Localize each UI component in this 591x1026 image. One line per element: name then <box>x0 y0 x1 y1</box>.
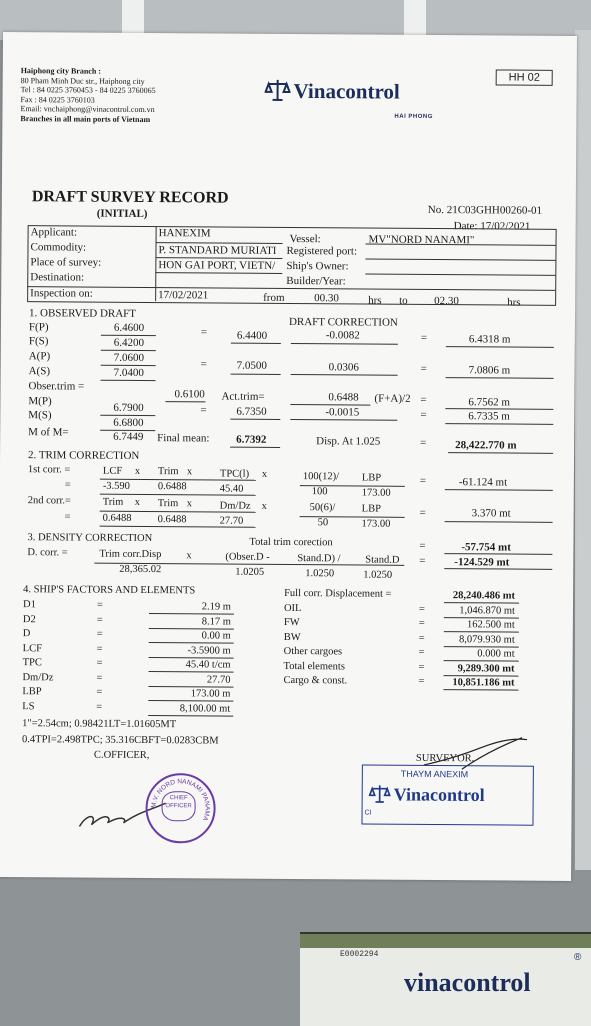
document-title: DRAFT SURVEY RECORD <box>31 188 229 207</box>
hrs-label: hrs <box>507 296 521 309</box>
hrs-label: hrs <box>368 294 382 307</box>
element-label: Total elements <box>283 660 345 672</box>
fp-label: F(P) <box>28 321 49 334</box>
a-correction: 0.0306 <box>328 361 359 374</box>
equals: = <box>420 408 427 421</box>
tpc-header: TPC(l) <box>219 468 250 480</box>
m-corrected: 6.7335 m <box>468 410 510 423</box>
lbp-header: LBP <box>361 503 381 515</box>
trim-value: 0.6488 <box>157 481 187 493</box>
underline <box>148 715 233 717</box>
factor-label: TPC <box>22 657 42 669</box>
element-label: FW <box>283 616 300 629</box>
form-code: HH 02 <box>496 69 553 85</box>
times-sign: x <box>261 500 267 512</box>
observed-trim-value: 0.6100 <box>174 388 205 401</box>
underline <box>149 613 234 615</box>
vinacontrol-card <box>300 932 591 1026</box>
equals: = <box>96 614 103 626</box>
final-mean-value: 6.7392 <box>236 433 267 446</box>
displacement-value: 28,422.770 m <box>455 439 517 452</box>
equals: = <box>418 675 425 687</box>
dmdz-value: 27.70 <box>219 515 244 527</box>
underline <box>444 660 519 662</box>
density-correction-value: -124.529 mt <box>454 556 510 569</box>
factor-value: 173.00 m <box>190 688 231 700</box>
equals: = <box>419 539 426 552</box>
mean-of-means-value: 6.7449 <box>113 430 144 443</box>
times-sign: x <box>186 466 193 478</box>
divisor-50: 50 <box>317 517 329 529</box>
factor-value: 45.40 t/cm <box>185 659 231 671</box>
to-label: to <box>399 294 408 307</box>
equals: = <box>420 393 427 406</box>
standard-density-label: Stand.D <box>365 554 400 566</box>
element-value: 28,240.486 mt <box>452 590 516 602</box>
equals: = <box>96 686 103 698</box>
actual-trim-label: Act.trim= <box>221 390 265 403</box>
record-date: Date: 17/02/2021 <box>453 220 531 233</box>
factor-label: LBP <box>22 686 42 698</box>
stamp-logo: Vinacontrol <box>369 784 485 810</box>
equals: = <box>420 331 428 344</box>
place-label: Place of survey: <box>30 256 102 269</box>
a-mean: 7.0500 <box>236 359 267 372</box>
element-label: BW <box>283 631 301 643</box>
f-corrected: 6.4318 m <box>468 333 511 346</box>
background-edge <box>575 30 591 870</box>
times-sign: x <box>186 550 192 562</box>
trim-corr-disp-value: 28,365.02 <box>119 563 162 576</box>
element-value: 9,289.300 mt <box>457 662 515 675</box>
card-serial: E0002294 <box>340 950 379 959</box>
background-clip <box>404 0 426 36</box>
factor-value: 2.19 m <box>201 601 232 613</box>
draft-survey-document <box>0 32 577 881</box>
element-label: Other cargoes <box>283 645 343 658</box>
displacement-label: Disp. At 1.025 <box>316 435 381 448</box>
seal-inner-text: CHIEF OFFICER <box>161 791 195 821</box>
section-observed-draft: 1. OBSERVED DRAFT <box>28 307 137 320</box>
conversion-note: 1"=2.54cm; 0.98421LT=1.01605MT <box>22 718 177 731</box>
fa-half-value: 6.7562 m <box>468 396 511 409</box>
equals: = <box>420 362 427 375</box>
surveyor-label: SURVEYOR, <box>415 752 475 765</box>
equals: = <box>418 661 425 673</box>
equals: = <box>200 358 207 371</box>
factor-value: 27.70 <box>206 673 231 686</box>
factor-value: -3.5900 m <box>187 644 231 657</box>
company-address: Haiphong city Branch : 80 Pham Minh Duc str., Haiphong city Tel : 84 0225 3760453 - 84 0225 3760065 Fax : 84 0225 3760103 Email: vnchaiphong@vinacontrol.com.vn Branches in all main ports of Vietnam <box>20 66 156 124</box>
density-correction-label: D. corr. = <box>27 547 68 559</box>
vinacontrol-logo: Vinacontrol <box>264 78 399 109</box>
element-value: 0.000 mt <box>477 648 515 660</box>
mp-value: 6.7900 <box>113 401 144 414</box>
equals: = <box>200 404 207 417</box>
as-label: A(S) <box>28 365 51 378</box>
from-time: 00.30 <box>314 292 339 305</box>
element-label: OIL <box>283 602 302 614</box>
underline <box>149 642 234 644</box>
element-value: 8,079.930 mt <box>459 633 515 646</box>
final-mean-label: Final mean: <box>157 432 210 445</box>
card-band <box>300 934 591 948</box>
tpc-value: 45.40 <box>219 483 244 495</box>
equals: = <box>96 599 103 611</box>
draft-correction-heading: DRAFT CORRECTION <box>288 316 398 329</box>
logo-subtitle: HAI PHONG <box>394 113 433 121</box>
fs-value: 6.4200 <box>113 336 145 349</box>
underline <box>444 631 519 633</box>
equals: = <box>418 632 425 644</box>
card-registered-mark: ® <box>574 952 582 963</box>
equals: = <box>419 474 427 487</box>
equals: = <box>64 511 71 523</box>
ship-seal <box>145 773 215 843</box>
observed-trim-label: Obser.trim = <box>28 380 85 393</box>
equals: = <box>96 701 103 713</box>
times-sign: x <box>134 496 141 508</box>
underline <box>444 675 519 677</box>
underline <box>149 628 234 630</box>
m-mean: 6.7350 <box>236 405 267 418</box>
trim-value: 0.6488 <box>157 514 187 526</box>
vessel-value: MV"NORD NANAMI" <box>368 233 475 247</box>
standard-density-label: Stand.D) / <box>297 553 341 565</box>
underline <box>149 671 234 673</box>
builder-label: Builder/Year: <box>286 274 346 288</box>
second-correction-value: 3.370 mt <box>471 507 511 520</box>
inspection-label: Inspection on: <box>30 287 93 300</box>
lbp-value: 173.00 <box>361 487 391 499</box>
svg-text:M.V. NORD NANAMI PANAMA: M.V. NORD NANAMI PANAMA <box>150 778 211 822</box>
trim-corr-disp-label: Trim corr.Disp <box>99 548 162 561</box>
element-label: Full corr. Displacement = <box>284 587 392 600</box>
underline <box>444 617 519 619</box>
factor-label: Dm/Dz <box>22 671 54 683</box>
stamp-name: THAYM ANEXIM <box>400 768 469 780</box>
underline <box>444 646 519 648</box>
factor-label: D2 <box>22 613 36 625</box>
factor-value: 0.00 m <box>201 630 231 642</box>
section-ships-factors: 4. SHIP'S FACTORS AND ELEMENTS <box>23 584 196 597</box>
underline <box>148 700 233 702</box>
factor-label: LS <box>22 700 35 712</box>
mp-label: M(P) <box>28 395 52 408</box>
total-trim-value: -57.754 mt <box>461 541 511 554</box>
dmdz-header: Dm/Dz <box>219 500 251 512</box>
record-number: No. 21C03GHH00260-01 <box>427 203 543 217</box>
factor-label: D <box>22 628 31 640</box>
second-correction-label: 2nd corr.= <box>27 495 72 507</box>
destination-label: Destination: <box>30 271 85 284</box>
lbp-header: LBP <box>361 472 382 484</box>
trim-header: Trim <box>157 498 179 510</box>
element-value: 162.500 mt <box>466 619 515 631</box>
total-trim-label: Total trim corection <box>249 536 333 549</box>
lbp-value: 173.00 <box>361 518 391 530</box>
inspection-date: 17/02/2021 <box>158 289 209 302</box>
equals: = <box>96 643 103 655</box>
card-brand: vinacontrol <box>404 968 531 997</box>
section-density-correction: 3. DENSITY CORRECTION <box>27 532 153 545</box>
equals: = <box>64 479 71 491</box>
fp-value: 6.4600 <box>113 321 145 334</box>
applicant-value: HANEXIM <box>158 227 211 240</box>
ms-label: M(S) <box>28 409 52 422</box>
to-time: 02.30 <box>434 295 459 308</box>
divisor-100: 100 <box>311 486 328 498</box>
mean-of-means-label: M of M= <box>28 426 69 439</box>
equals: = <box>419 506 426 519</box>
from-label: from <box>263 291 285 304</box>
fs-label: F(S) <box>28 335 49 348</box>
element-label: Cargo & const. <box>283 674 348 687</box>
times-sign: x <box>134 465 141 477</box>
equals: = <box>419 554 426 567</box>
ms-value: 6.6800 <box>113 416 144 429</box>
actual-trim-value: 0.6488 <box>328 391 359 404</box>
scales-icon <box>369 784 391 809</box>
underline <box>149 657 234 659</box>
conversion-note: 0.4TPI=2.498TPC; 35.316CBFT=0.0283CBM <box>22 734 219 747</box>
fa-half-label: (F+A)/2 <box>374 392 411 405</box>
lcf-value: -3.590 <box>102 480 130 492</box>
ap-label: A(P) <box>28 350 51 363</box>
scales-icon <box>264 78 290 108</box>
underline <box>444 602 519 604</box>
commodity-label: Commodity: <box>30 241 87 254</box>
a-corrected: 7.0806 m <box>468 364 511 377</box>
factor-label: LCF <box>22 642 43 654</box>
trim-header: Trim <box>157 466 179 478</box>
trim-header: Trim <box>102 496 124 508</box>
factor-100: 100(12)/ <box>302 471 340 483</box>
equals: = <box>96 672 103 684</box>
equals: = <box>418 603 425 615</box>
standard-density-value: 1.0250 <box>363 569 393 581</box>
trim-value: 0.6488 <box>102 512 132 524</box>
f-correction: -0.0082 <box>325 329 360 342</box>
background-clip <box>122 0 144 36</box>
factor-value: 8,100.00 mt <box>179 702 231 715</box>
document-subtitle: (INITIAL) <box>96 207 148 221</box>
owner-label: Ship's Owner: <box>286 259 349 273</box>
observed-density-label: (Obser.D - <box>225 551 270 563</box>
factor-label: D1 <box>22 599 36 611</box>
standard-density-value: 1.0250 <box>305 568 335 580</box>
first-correction-label: 1st corr. = <box>27 464 71 476</box>
vessel-label: Vessel: <box>289 233 321 246</box>
ap-value: 7.0600 <box>113 351 145 364</box>
m-correction: -0.0015 <box>325 406 360 419</box>
equals: = <box>420 436 427 449</box>
chief-officer-label: C.OFFICER, <box>93 749 150 762</box>
equals: = <box>96 657 103 669</box>
place-value: HON GAI PORT, VIETN/ <box>158 259 276 272</box>
stamp-code: CI <box>364 809 372 817</box>
element-value: 10,851.186 mt <box>452 677 515 689</box>
element-value: 1,046.870 mt <box>459 604 516 617</box>
as-value: 7.0400 <box>113 366 144 379</box>
underline <box>148 686 233 688</box>
factor-50: 50(6)/ <box>309 502 336 514</box>
applicant-label: Applicant: <box>30 226 78 239</box>
section-trim-correction: 2. TRIM CORRECTION <box>28 449 140 462</box>
equals: = <box>200 326 208 339</box>
lcf-header: LCF <box>102 465 123 477</box>
registered-port-label: Registered port: <box>286 244 358 258</box>
times-sign: x <box>261 468 268 480</box>
equals: = <box>418 617 425 629</box>
equals: = <box>96 628 103 640</box>
first-correction-value: -61.124 mt <box>458 476 508 489</box>
commodity-value: P. STANDARD MURIATI <box>158 244 277 257</box>
observed-density-value: 1.0205 <box>235 566 265 578</box>
underline <box>443 689 518 691</box>
times-sign: x <box>186 498 192 510</box>
equals: = <box>418 646 425 658</box>
vinacontrol-stamp <box>361 765 533 826</box>
f-mean: 6.4400 <box>236 329 268 342</box>
factor-value: 8.17 m <box>201 615 231 628</box>
